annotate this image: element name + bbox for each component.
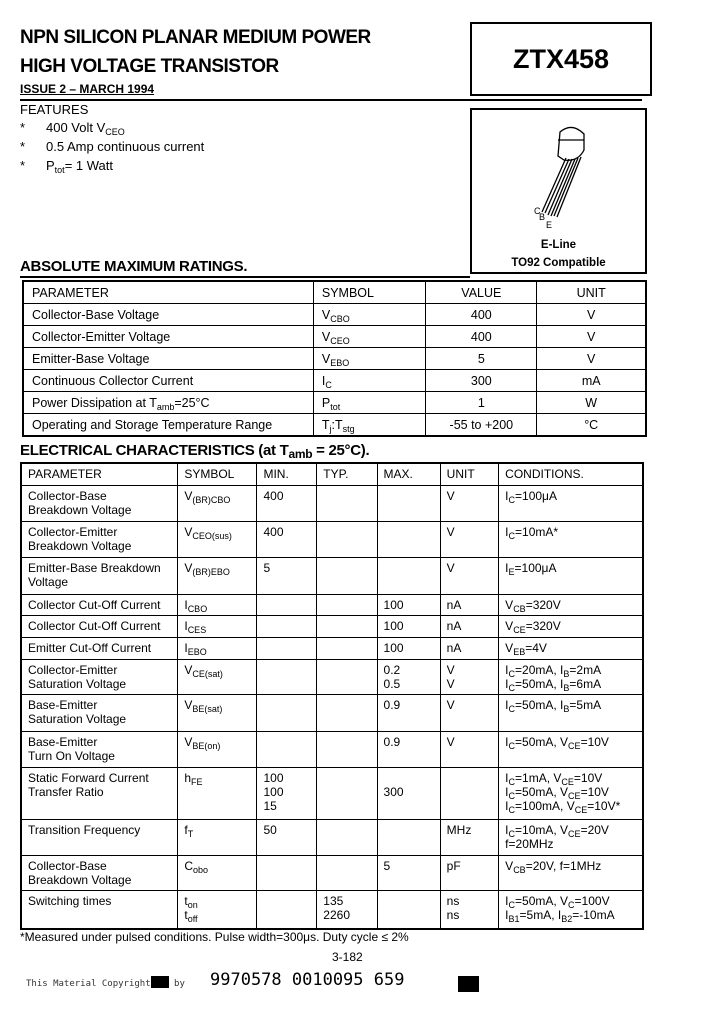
min-cell: 400 xyxy=(257,521,317,557)
max-cell: 0.9 xyxy=(377,694,440,731)
max-cell: 100 xyxy=(377,594,440,615)
max-cell: 5 xyxy=(377,855,440,890)
copyright-text: This Material Copyright xyxy=(26,979,151,989)
value-cell: 5 xyxy=(426,348,537,370)
min-cell: 5 xyxy=(257,557,317,594)
table-row xyxy=(21,694,643,731)
divider xyxy=(20,276,470,278)
page-number: 3-182 xyxy=(332,950,363,964)
parameter-cell: Base-Emitter Saturation Voltage xyxy=(21,694,178,731)
unit-cell: V xyxy=(440,694,499,731)
parameter-cell: Collector Cut-Off Current xyxy=(21,615,178,637)
column-header: MIN. xyxy=(257,463,317,485)
table-row xyxy=(21,731,643,767)
parameter-cell: Collector-Emitter Saturation Voltage xyxy=(21,659,178,694)
conditions-cell: $I_C=10mA*$ xyxy=(499,521,643,557)
typ-cell: 135 2260 xyxy=(317,890,377,929)
table-header-row xyxy=(23,281,646,304)
max-cell xyxy=(377,557,440,594)
parameter-cell: Emitter Cut-Off Current xyxy=(21,637,178,659)
symbol-cell: $h_{FE}$ xyxy=(178,767,257,819)
feature-item: * $P_{tot}= 1$ Watt xyxy=(20,158,113,175)
conditions-cell: $V_{EB}=4V$ xyxy=(499,637,643,659)
table-row xyxy=(21,615,643,637)
symbol-cell: $C_{obo}$ xyxy=(178,855,257,890)
max-cell: 100 xyxy=(377,615,440,637)
parameter-cell: Collector-Emitter Breakdown Voltage xyxy=(21,521,178,557)
min-cell xyxy=(257,731,317,767)
table-row xyxy=(21,594,643,615)
max-cell xyxy=(377,890,440,929)
unit-cell: pF xyxy=(440,855,499,890)
unit-cell: nA xyxy=(440,637,499,659)
min-cell xyxy=(257,890,317,929)
symbol-cell: $P_{tot}$ xyxy=(313,392,425,414)
conditions-cell: $I_C=1mA$, $V_{CE}=10V$ $I_C=50mA$, $V_{CE}=10V$ $I_C=100mA$, $V_{CE}=10V*$ xyxy=(499,767,643,819)
unit-cell: mA xyxy=(537,370,646,392)
symbol-cell: $V_{(BR)EBO}$ xyxy=(178,557,257,594)
conditions-cell: $I_C=100\mu A$ xyxy=(499,485,643,521)
typ-cell xyxy=(317,819,377,855)
max-cell: 300 xyxy=(377,767,440,819)
table-header-row xyxy=(21,463,643,485)
typ-cell xyxy=(317,557,377,594)
symbol-cell: $V_{CBO}$ xyxy=(313,304,425,326)
unit-cell: V xyxy=(537,326,646,348)
symbol-cell: $f_T$ xyxy=(178,819,257,855)
value-cell: 400 xyxy=(426,304,537,326)
unit-cell: V xyxy=(440,557,499,594)
symbol-cell: $V_{CEO}$ xyxy=(313,326,425,348)
abs-max-title: ABSOLUTE MAXIMUM RATINGS. xyxy=(20,258,248,275)
symbol-cell: $V_{(BR)CBO}$ xyxy=(178,485,257,521)
max-cell: 0.2 0.5 xyxy=(377,659,440,694)
document-code: 9970578 0010095 659 xyxy=(210,970,405,990)
pin-label-c: C xyxy=(534,206,541,216)
table-row xyxy=(21,659,643,694)
symbol-cell: $V_{EBO}$ xyxy=(313,348,425,370)
conditions-cell: $I_C=50mA$, $V_{CE}=10V$ xyxy=(499,731,643,767)
conditions-cell: $I_C=20mA$, $I_B=2mA$ $I_C=50mA$, $I_B=6mA$ xyxy=(499,659,643,694)
parameter-cell: Collector Cut-Off Current xyxy=(21,594,178,615)
min-cell xyxy=(257,615,317,637)
value-cell: 1 xyxy=(426,392,537,414)
parameter-cell: Collector-Base Voltage xyxy=(23,304,313,326)
issue-date: ISSUE 2 – MARCH 1994 xyxy=(20,82,155,96)
typ-cell xyxy=(317,637,377,659)
typ-cell xyxy=(317,855,377,890)
max-cell xyxy=(377,819,440,855)
part-number-box xyxy=(470,22,652,96)
parameter-cell: Operating and Storage Temperature Range xyxy=(23,414,313,437)
table-row xyxy=(21,767,643,819)
parameter-cell: Emitter-Base Breakdown Voltage xyxy=(21,557,178,594)
redaction-block xyxy=(458,976,479,992)
divider xyxy=(20,99,642,101)
min-cell xyxy=(257,694,317,731)
column-header: UNIT xyxy=(440,463,499,485)
min-cell xyxy=(257,594,317,615)
table-row xyxy=(23,326,646,348)
parameter-cell: Static Forward Current Transfer Ratio xyxy=(21,767,178,819)
value-cell: 300 xyxy=(426,370,537,392)
table-row xyxy=(23,392,646,414)
unit-cell: nA xyxy=(440,594,499,615)
table-row xyxy=(23,348,646,370)
column-header: TYP. xyxy=(317,463,377,485)
table-row xyxy=(23,414,646,437)
table-row xyxy=(21,557,643,594)
pin-label-e: E xyxy=(546,220,553,230)
pin-label-b: B xyxy=(539,212,546,222)
title-line-1: NPN SILICON PLANAR MEDIUM POWER xyxy=(20,27,371,48)
symbol-cell: $V_{CEO(sus)}$ xyxy=(178,521,257,557)
redaction-block xyxy=(151,976,169,988)
table-row xyxy=(21,890,643,929)
conditions-cell: $I_C=10mA$, $V_{CE}=20V$ f=20MHz xyxy=(499,819,643,855)
unit-cell: V xyxy=(537,348,646,370)
package-box xyxy=(470,108,647,274)
value-cell: -55 to +200 xyxy=(426,414,537,437)
symbol-cell: $I_{CBO}$ xyxy=(178,594,257,615)
title-text: ELECTRICAL CHARACTERISTICS (at T xyxy=(20,442,289,459)
absolute-max-ratings-table xyxy=(22,280,647,437)
unit-cell: MHz xyxy=(440,819,499,855)
column-header: PARAMETER xyxy=(21,463,178,485)
symbol-cell: $I_{EBO}$ xyxy=(178,637,257,659)
symbol-cell: $I_C$ xyxy=(313,370,425,392)
parameter-cell: Transition Frequency xyxy=(21,819,178,855)
feature-item: * 0.5 Amp continuous current xyxy=(20,139,205,154)
unit-cell: V V xyxy=(440,659,499,694)
electrical-characteristics-table xyxy=(20,462,644,930)
parameter-cell: Emitter-Base Voltage xyxy=(23,348,313,370)
column-header: PARAMETER xyxy=(23,281,313,304)
unit-cell xyxy=(440,767,499,819)
parameter-cell: Collector-Emitter Voltage xyxy=(23,326,313,348)
typ-cell xyxy=(317,731,377,767)
table-row xyxy=(21,485,643,521)
symbol-cell: $t_{on}$ $t_{off}$ xyxy=(178,890,257,929)
footnote: *Measured under pulsed conditions. Pulse width=300μs. Duty cycle ≤ 2% xyxy=(20,930,409,944)
column-header: MAX. xyxy=(377,463,440,485)
title-line-2: HIGH VOLTAGE TRANSISTOR xyxy=(20,56,279,77)
unit-cell: W xyxy=(537,392,646,414)
elec-char-title xyxy=(20,442,369,459)
table-row xyxy=(21,637,643,659)
part-number: ZTX458 xyxy=(512,43,610,74)
column-header: SYMBOL xyxy=(178,463,257,485)
typ-cell xyxy=(317,767,377,819)
typ-cell xyxy=(317,615,377,637)
unit-cell: nA xyxy=(440,615,499,637)
unit-cell: V xyxy=(537,304,646,326)
max-cell xyxy=(377,521,440,557)
title-text: = 25°C). xyxy=(312,442,370,459)
column-header: UNIT xyxy=(537,281,646,304)
unit-cell: °C xyxy=(537,414,646,437)
typ-cell xyxy=(317,594,377,615)
parameter-cell: Switching times xyxy=(21,890,178,929)
transistor-package-icon xyxy=(472,110,645,240)
typ-cell xyxy=(317,694,377,731)
package-name: E-Line xyxy=(540,239,577,251)
parameter-cell: Base-Emitter Turn On Voltage xyxy=(21,731,178,767)
symbol-cell: $V_{BE(on)}$ xyxy=(178,731,257,767)
typ-cell xyxy=(317,659,377,694)
features-heading: FEATURES xyxy=(20,102,89,117)
package-compat: TO92 Compatible xyxy=(511,257,606,269)
parameter-cell: Collector-Base Breakdown Voltage xyxy=(21,485,178,521)
unit-cell: V xyxy=(440,485,499,521)
title-sub: amb xyxy=(288,447,313,461)
symbol-cell: $V_{CE(sat)}$ xyxy=(178,659,257,694)
max-cell: 100 xyxy=(377,637,440,659)
unit-cell: V xyxy=(440,521,499,557)
table-row xyxy=(21,855,643,890)
conditions-cell: $V_{CB}=20V$, f=1MHz xyxy=(499,855,643,890)
conditions-cell: $I_C=50mA$, $I_B=5mA$ xyxy=(499,694,643,731)
min-cell: 100 100 15 xyxy=(257,767,317,819)
min-cell xyxy=(257,637,317,659)
typ-cell xyxy=(317,485,377,521)
symbol-cell: $T_j:T_{stg}$ xyxy=(313,414,425,437)
parameter-cell: Continuous Collector Current xyxy=(23,370,313,392)
copyright-by: by xyxy=(174,979,185,989)
table-row xyxy=(21,521,643,557)
parameter-cell: Collector-Base Breakdown Voltage xyxy=(21,855,178,890)
parameter-cell: Power Dissipation at $T_{amb}=25^\circ C$ xyxy=(23,392,313,414)
value-cell: 400 xyxy=(426,326,537,348)
unit-cell: V xyxy=(440,731,499,767)
table-row xyxy=(23,304,646,326)
conditions-cell: $V_{CB}=320V$ xyxy=(499,594,643,615)
conditions-cell: $V_{CE}=320V$ xyxy=(499,615,643,637)
feature-item: * 400 Volt $V_{CEO}$ xyxy=(20,120,125,137)
min-cell xyxy=(257,659,317,694)
column-header: VALUE xyxy=(426,281,537,304)
conditions-cell: $I_C=50mA$, $V_C=100V$ $I_{B1}=5mA$, $I_{B2}=-10mA$ xyxy=(499,890,643,929)
min-cell xyxy=(257,855,317,890)
symbol-cell: $V_{BE(sat)}$ xyxy=(178,694,257,731)
column-header: CONDITIONS. xyxy=(499,463,643,485)
copyright-notice xyxy=(26,976,185,989)
min-cell: 50 xyxy=(257,819,317,855)
table-row xyxy=(23,370,646,392)
symbol-cell: $I_{CES}$ xyxy=(178,615,257,637)
conditions-cell: $I_E=100\mu A$ xyxy=(499,557,643,594)
max-cell: 0.9 xyxy=(377,731,440,767)
table-row xyxy=(21,819,643,855)
unit-cell: ns ns xyxy=(440,890,499,929)
max-cell xyxy=(377,485,440,521)
column-header: SYMBOL xyxy=(313,281,425,304)
typ-cell xyxy=(317,521,377,557)
min-cell: 400 xyxy=(257,485,317,521)
